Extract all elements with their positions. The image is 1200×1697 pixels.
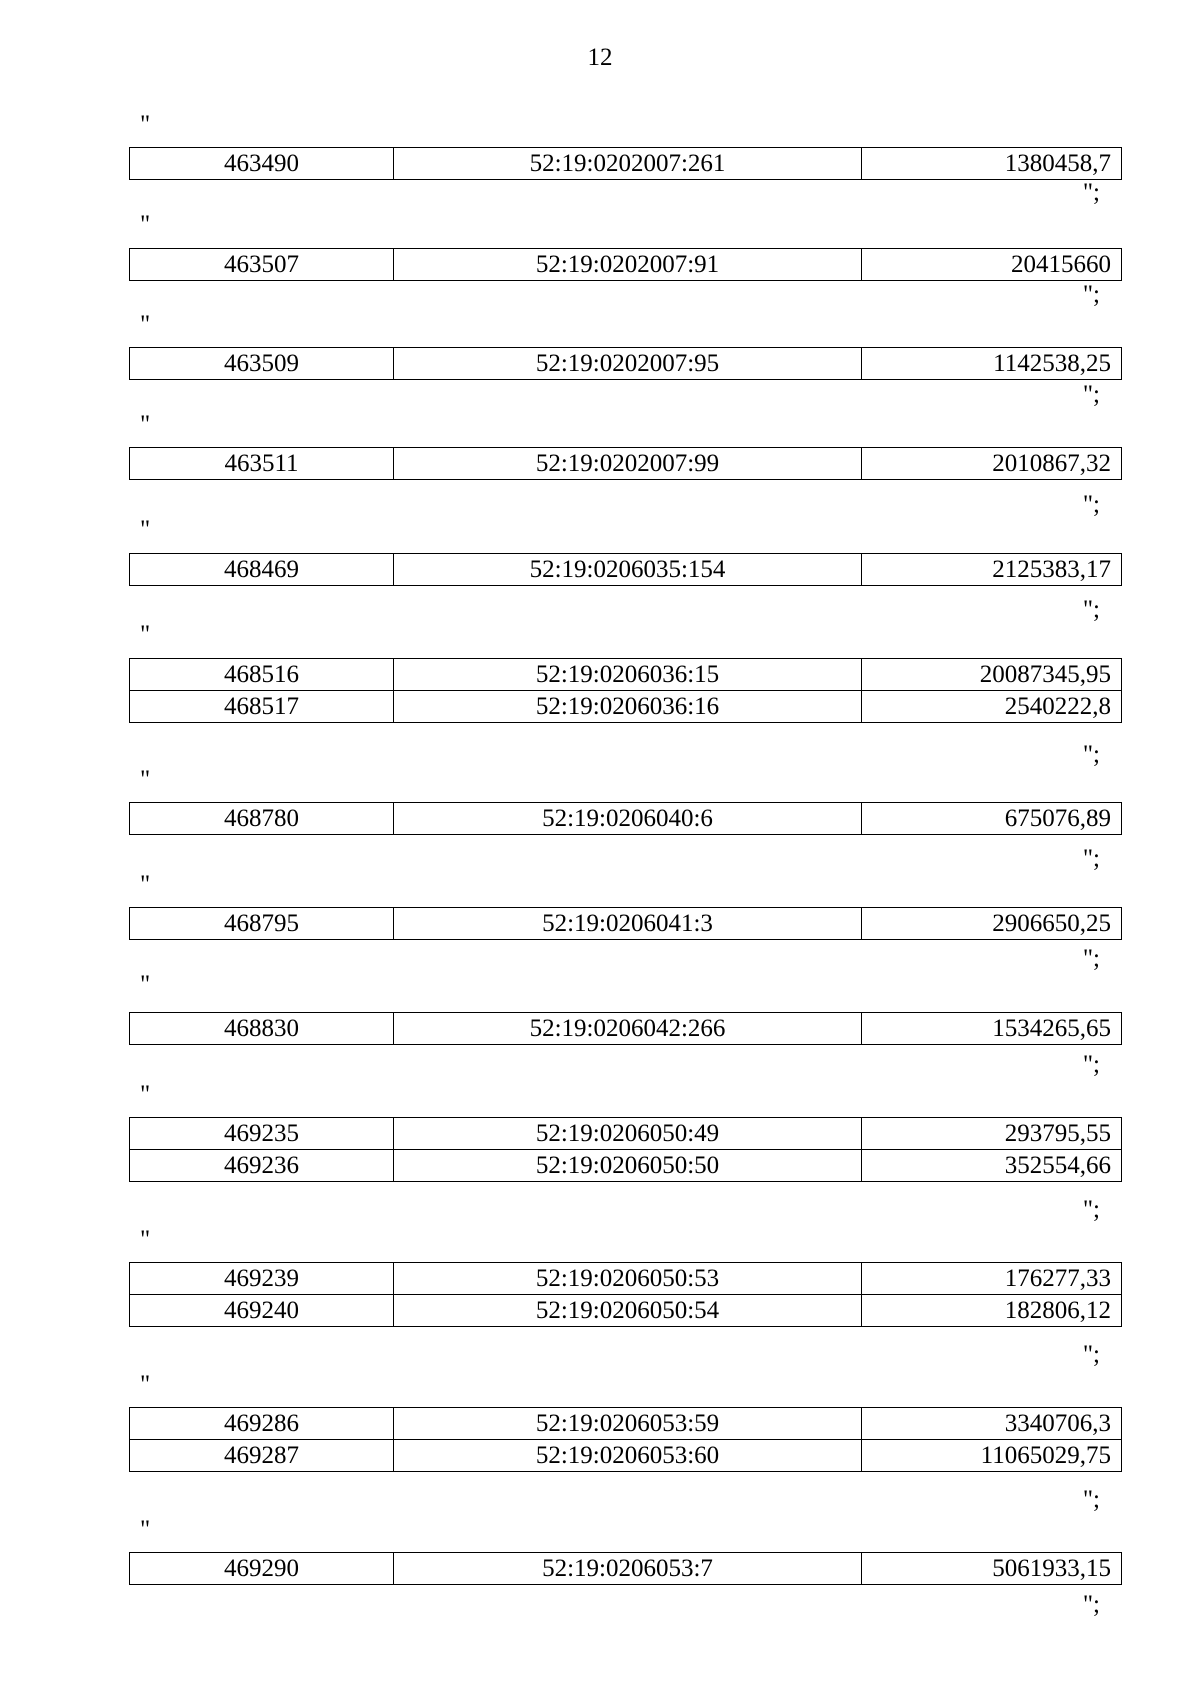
table-row bbox=[130, 554, 1122, 586]
value-cell: 2125383,17 bbox=[862, 554, 1122, 586]
row-number-cell: 468830 bbox=[130, 1013, 394, 1045]
value-cell: 1380458,7 bbox=[862, 148, 1122, 180]
row-number-cell: 468469 bbox=[130, 554, 394, 586]
close-quote: "; bbox=[1082, 1341, 1100, 1368]
close-quote: "; bbox=[1082, 281, 1100, 308]
row-number-cell: 468780 bbox=[130, 803, 394, 835]
row-number-cell: 469287 bbox=[130, 1440, 394, 1472]
close-quote: "; bbox=[1082, 1196, 1100, 1223]
row-number-cell: 463490 bbox=[130, 148, 394, 180]
value-cell: 2906650,25 bbox=[862, 908, 1122, 940]
row-number-cell: 468795 bbox=[130, 908, 394, 940]
entry-table bbox=[129, 347, 1122, 380]
table-row bbox=[130, 1440, 1122, 1472]
table-row bbox=[130, 803, 1122, 835]
value-cell: 675076,89 bbox=[862, 803, 1122, 835]
table-row bbox=[130, 1553, 1122, 1585]
open-quote: " bbox=[140, 111, 151, 138]
open-quote: " bbox=[140, 1516, 151, 1543]
value-cell: 2010867,32 bbox=[862, 448, 1122, 480]
value-cell: 20087345,95 bbox=[862, 659, 1122, 691]
table-row bbox=[130, 448, 1122, 480]
entry-table bbox=[129, 447, 1122, 480]
page-number: 12 bbox=[587, 44, 613, 71]
value-cell: 1534265,65 bbox=[862, 1013, 1122, 1045]
cadastral-number-cell: 52:19:0206050:49 bbox=[394, 1118, 862, 1150]
close-quote: "; bbox=[1082, 845, 1100, 872]
table-row bbox=[130, 691, 1122, 723]
cadastral-number-cell: 52:19:0206053:59 bbox=[394, 1408, 862, 1440]
value-cell: 2540222,8 bbox=[862, 691, 1122, 723]
entry-table bbox=[129, 1552, 1122, 1585]
open-quote: " bbox=[140, 1226, 151, 1253]
close-quote: "; bbox=[1082, 1051, 1100, 1078]
table-row bbox=[130, 1013, 1122, 1045]
value-cell: 3340706,3 bbox=[862, 1408, 1122, 1440]
cadastral-number-cell: 52:19:0206053:7 bbox=[394, 1553, 862, 1585]
close-quote: "; bbox=[1082, 381, 1100, 408]
cadastral-number-cell: 52:19:0206036:16 bbox=[394, 691, 862, 723]
value-cell: 11065029,75 bbox=[862, 1440, 1122, 1472]
table-row bbox=[130, 908, 1122, 940]
row-number-cell: 463511 bbox=[130, 448, 394, 480]
table-row bbox=[130, 348, 1122, 380]
cadastral-number-cell: 52:19:0202007:99 bbox=[394, 448, 862, 480]
value-cell: 352554,66 bbox=[862, 1150, 1122, 1182]
entry-table bbox=[129, 1262, 1122, 1327]
cadastral-number-cell: 52:19:0206041:3 bbox=[394, 908, 862, 940]
value-cell: 182806,12 bbox=[862, 1295, 1122, 1327]
entry-table bbox=[129, 147, 1122, 180]
entry-table bbox=[129, 1012, 1122, 1045]
cadastral-number-cell: 52:19:0206050:53 bbox=[394, 1263, 862, 1295]
row-number-cell: 469236 bbox=[130, 1150, 394, 1182]
open-quote: " bbox=[140, 1371, 151, 1398]
entry-table bbox=[129, 553, 1122, 586]
row-number-cell: 469240 bbox=[130, 1295, 394, 1327]
entry-table bbox=[129, 1407, 1122, 1472]
entry-table bbox=[129, 1117, 1122, 1182]
cadastral-number-cell: 52:19:0206036:15 bbox=[394, 659, 862, 691]
value-cell: 20415660 bbox=[862, 249, 1122, 281]
open-quote: " bbox=[140, 766, 151, 793]
value-cell: 293795,55 bbox=[862, 1118, 1122, 1150]
entry-table bbox=[129, 802, 1122, 835]
cadastral-number-cell: 52:19:0206035:154 bbox=[394, 554, 862, 586]
row-number-cell: 468517 bbox=[130, 691, 394, 723]
cadastral-number-cell: 52:19:0202007:91 bbox=[394, 249, 862, 281]
table-row bbox=[130, 1118, 1122, 1150]
entry-table bbox=[129, 658, 1122, 723]
value-cell: 5061933,15 bbox=[862, 1553, 1122, 1585]
table-row bbox=[130, 1150, 1122, 1182]
table-row bbox=[130, 249, 1122, 281]
row-number-cell: 469290 bbox=[130, 1553, 394, 1585]
close-quote: "; bbox=[1082, 179, 1100, 206]
table-row bbox=[130, 1295, 1122, 1327]
row-number-cell: 469239 bbox=[130, 1263, 394, 1295]
row-number-cell: 463509 bbox=[130, 348, 394, 380]
open-quote: " bbox=[140, 1081, 151, 1108]
value-cell: 1142538,25 bbox=[862, 348, 1122, 380]
value-cell: 176277,33 bbox=[862, 1263, 1122, 1295]
cadastral-number-cell: 52:19:0206040:6 bbox=[394, 803, 862, 835]
row-number-cell: 469235 bbox=[130, 1118, 394, 1150]
row-number-cell: 463507 bbox=[130, 249, 394, 281]
table-row bbox=[130, 659, 1122, 691]
open-quote: " bbox=[140, 516, 151, 543]
row-number-cell: 468516 bbox=[130, 659, 394, 691]
cadastral-number-cell: 52:19:0202007:261 bbox=[394, 148, 862, 180]
cadastral-number-cell: 52:19:0206050:50 bbox=[394, 1150, 862, 1182]
cadastral-number-cell: 52:19:0206053:60 bbox=[394, 1440, 862, 1472]
open-quote: " bbox=[140, 971, 151, 998]
row-number-cell: 469286 bbox=[130, 1408, 394, 1440]
open-quote: " bbox=[140, 411, 151, 438]
cadastral-number-cell: 52:19:0202007:95 bbox=[394, 348, 862, 380]
cadastral-number-cell: 52:19:0206042:266 bbox=[394, 1013, 862, 1045]
open-quote: " bbox=[140, 621, 151, 648]
open-quote: " bbox=[140, 211, 151, 238]
close-quote: "; bbox=[1082, 945, 1100, 972]
entry-table bbox=[129, 248, 1122, 281]
cadastral-number-cell: 52:19:0206050:54 bbox=[394, 1295, 862, 1327]
close-quote: "; bbox=[1082, 1591, 1100, 1618]
entry-table bbox=[129, 907, 1122, 940]
table-row bbox=[130, 148, 1122, 180]
table-row bbox=[130, 1408, 1122, 1440]
open-quote: " bbox=[140, 311, 151, 338]
close-quote: "; bbox=[1082, 1486, 1100, 1513]
close-quote: "; bbox=[1082, 596, 1100, 623]
open-quote: " bbox=[140, 871, 151, 898]
table-row bbox=[130, 1263, 1122, 1295]
close-quote: "; bbox=[1082, 491, 1100, 518]
close-quote: "; bbox=[1082, 741, 1100, 768]
